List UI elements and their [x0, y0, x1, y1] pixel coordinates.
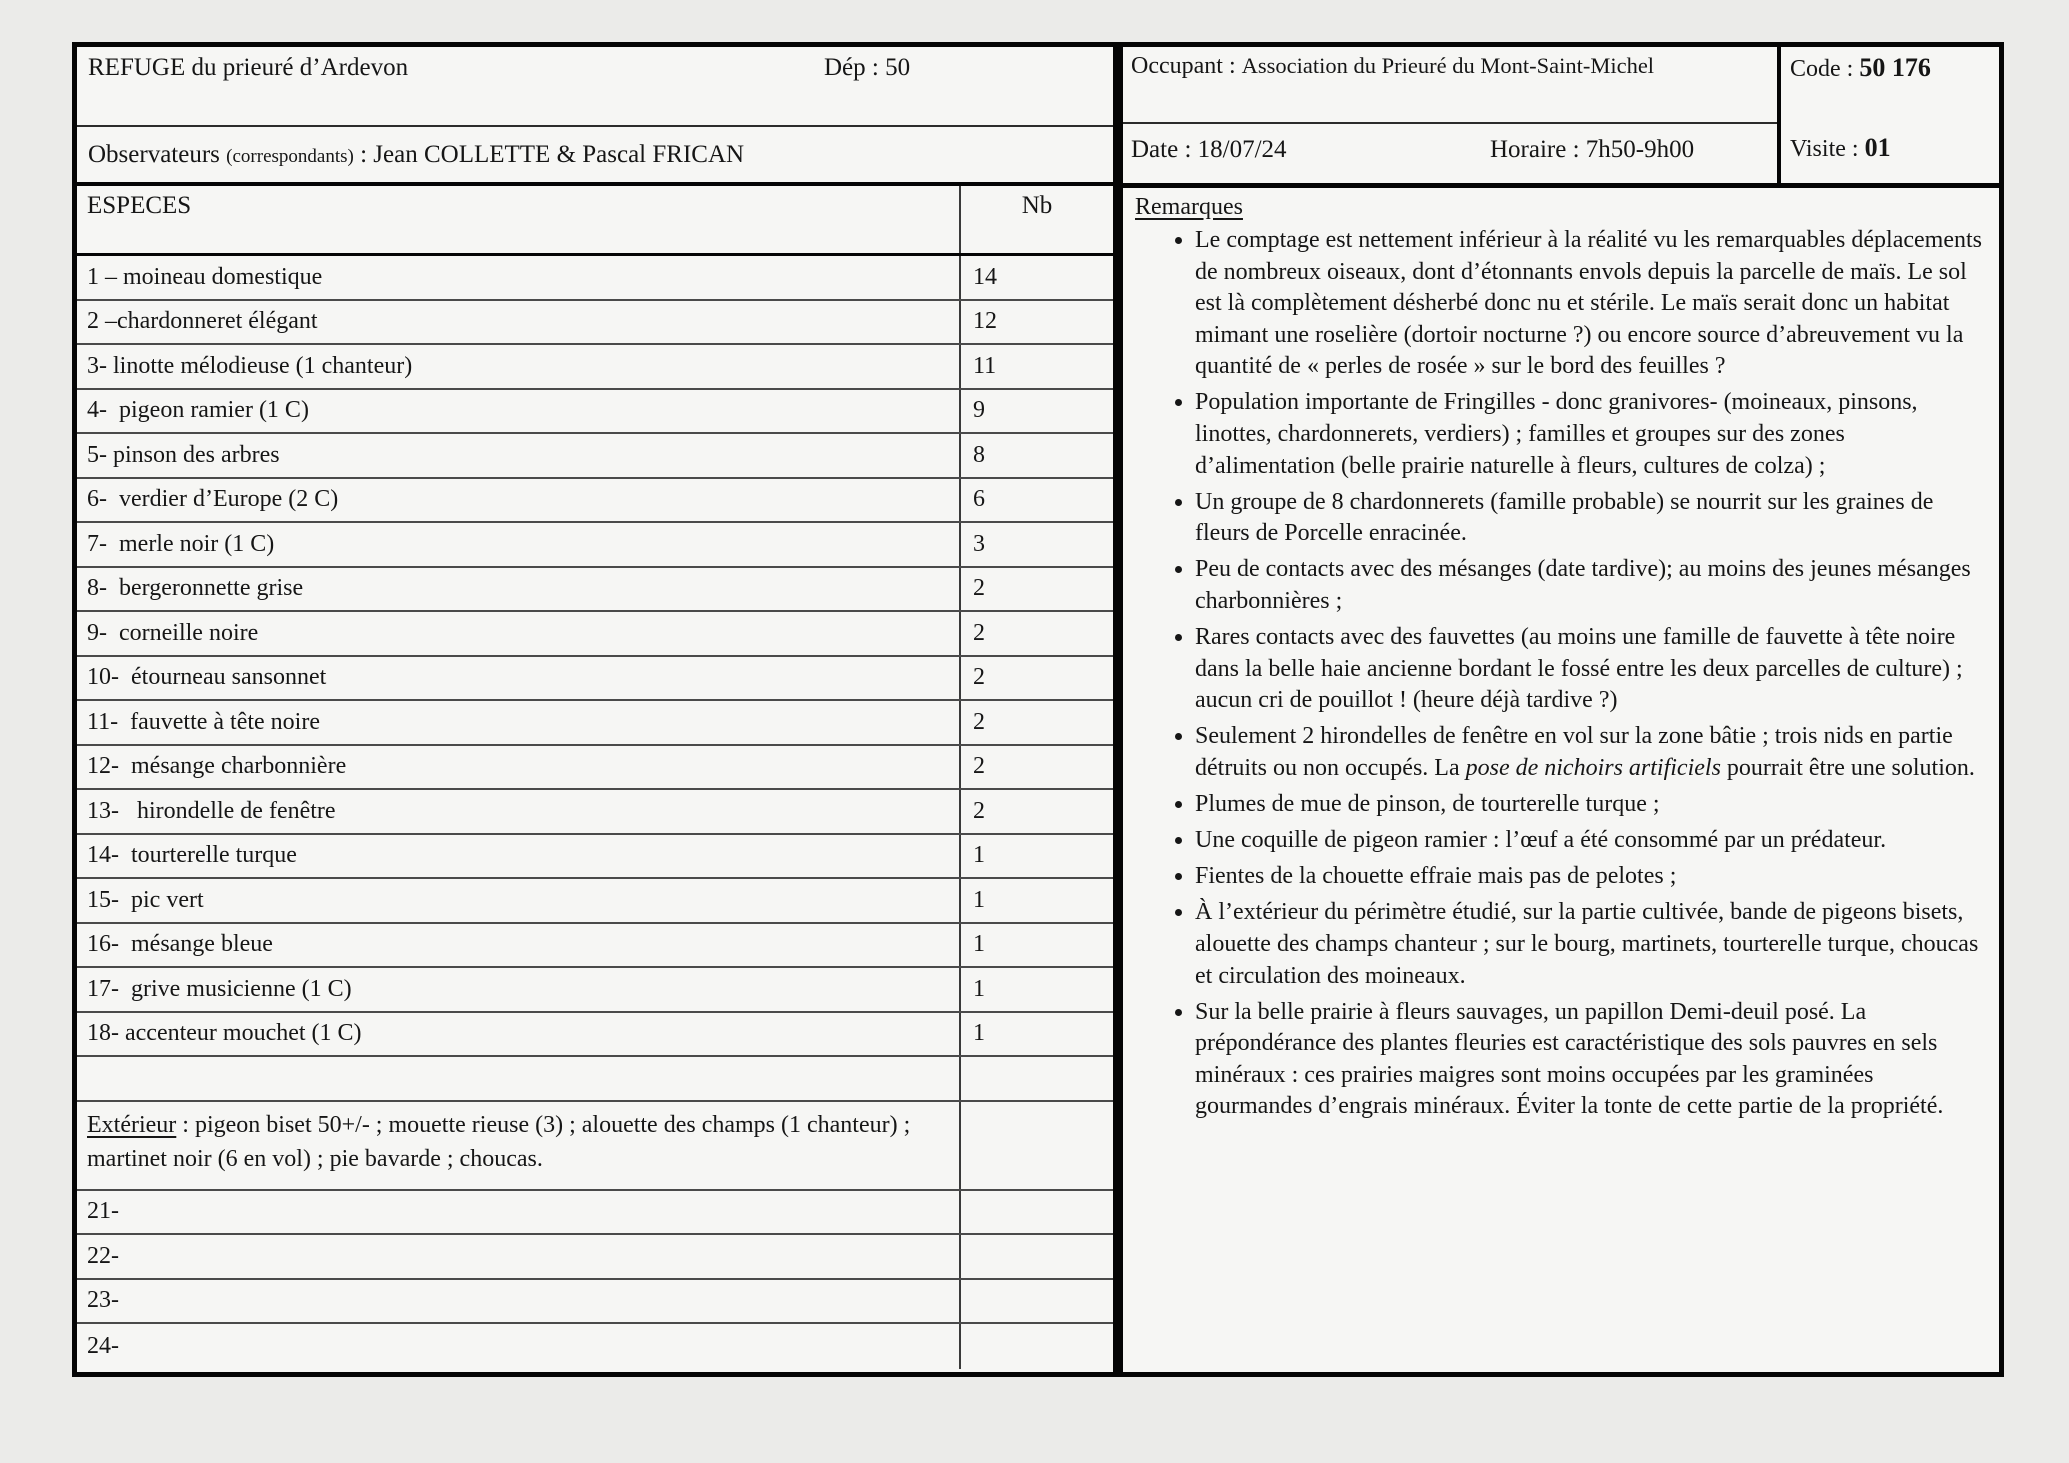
species-nb-cell: 2: [973, 753, 985, 780]
species-label-cell: 24-: [77, 1324, 961, 1369]
species-label-cell: 2 –chardonneret élégant: [77, 301, 961, 344]
species-row: [77, 434, 1113, 479]
species-table-header: [77, 186, 1113, 256]
species-label-cell: 22-: [77, 1235, 961, 1278]
species-nb-cell: 2: [973, 619, 985, 646]
species-row: [77, 746, 1113, 791]
code-field: Code : 50 176: [1790, 53, 1931, 82]
species-label-cell: 1 – moineau domestique: [77, 256, 961, 299]
visite-value: 01: [1864, 133, 1891, 162]
observers-row: [77, 127, 1113, 186]
date-row: [1123, 124, 1777, 183]
code-visite-column: [1777, 47, 1999, 183]
species-label-cell: 10- étourneau sansonnet: [77, 657, 961, 700]
species-nb-cell: 11: [973, 352, 997, 379]
remark-item: • Le comptage est nettement inférieur à la réalité vu les remarquables déplacements de nombreux oiseaux, dont d’étonnants envols depuis la parcelle de maïs. Le sol est là complètement désherbé donc nu et stérile. Le maïs serait donc un habitat mimant une roselière (dortoir nocturne ?) ou encore source d’abreuvement vu la quantité de « perles de rosée » sur le bord des feuilles ?: [1195, 225, 1983, 383]
occupant-header-zone: [1118, 42, 2004, 183]
nb-column-header: Nb: [1021, 192, 1053, 219]
species-label-cell: 11- fauvette à tête noire: [77, 701, 961, 744]
species-nb-cell: 2: [973, 575, 985, 602]
species-label-cell: 23-: [77, 1280, 961, 1323]
species-row: [77, 345, 1113, 390]
remarks-title: Remarques: [1135, 194, 1243, 220]
survey-right-panel: [1118, 42, 2004, 1377]
visite-field: Visite : 01: [1790, 133, 1891, 162]
species-nb-cell: [961, 1102, 1113, 1189]
species-row: [77, 479, 1113, 524]
species-row: [77, 835, 1113, 880]
species-nb-cell: 1: [973, 1020, 985, 1047]
species-nb-cell: 9: [973, 397, 985, 424]
remark-item: • Une coquille de pigeon ramier : l’œuf a été consommé par un prédateur.: [1195, 825, 1983, 857]
departement-field: Dép : 50: [824, 54, 911, 81]
species-column-header: ESPECES: [77, 186, 961, 253]
species-row-blank: [77, 1324, 1113, 1369]
species-nb-cell: 2: [973, 797, 985, 824]
occupant-row: [1123, 47, 1777, 124]
species-row: [77, 256, 1113, 301]
exterior-species-row: [77, 1102, 1113, 1191]
species-nb-cell: 1: [973, 886, 985, 913]
species-nb-cell: [961, 1057, 1113, 1100]
occupant-date-column: [1123, 47, 1777, 183]
species-label-cell: 4- pigeon ramier (1 C): [77, 390, 961, 433]
species-label-cell: 15- pic vert: [77, 879, 961, 922]
species-row: [77, 568, 1113, 613]
remark-item: • Fientes de la chouette effraie mais pas de pelotes ;: [1195, 861, 1983, 893]
species-row-empty: [77, 1057, 1113, 1102]
species-nb-cell: 2: [973, 708, 985, 735]
remark-item: • Rares contacts avec des fauvettes (au moins une famille de fauvette à tête noire dans la belle haie ancienne bordant le fossé entre les deux parcelles de culture) ; aucun cri de pouillot ! (heure déjà tardive ?): [1195, 622, 1983, 717]
species-label-cell: 8- bergeronnette grise: [77, 568, 961, 611]
occupant-field: Occupant : Association du Prieuré du Mont-Saint-Michel: [1131, 53, 1655, 79]
species-label-cell: 5- pinson des arbres: [77, 434, 961, 477]
species-nb-cell: 6: [973, 486, 985, 513]
species-row-blank: [77, 1280, 1113, 1325]
remark-item: • À l’extérieur du périmètre étudié, sur la partie cultivée, bande de pigeons bisets, alouette des champs chanteur ; sur le bourg, martinets, tourterelle turque, choucas et circulation des moineaux.: [1195, 897, 1983, 992]
species-label-cell: 17- grive musicienne (1 C): [77, 968, 961, 1011]
species-label-cell: 14- tourterelle turque: [77, 835, 961, 878]
species-nb-cell: 14: [973, 263, 997, 290]
species-row: [77, 657, 1113, 702]
species-nb-cell: 2: [973, 664, 985, 691]
species-row: [77, 301, 1113, 346]
remark-item: • Plumes de mue de pinson, de tourterelle turque ;: [1195, 789, 1983, 821]
species-label-cell: 6- verdier d’Europe (2 C): [77, 479, 961, 522]
remark-italic-phrase: pose de nichoirs artificiels: [1465, 755, 1721, 781]
species-row: [77, 879, 1113, 924]
refuge-header-row: [77, 47, 1113, 127]
remarks-panel: [1118, 183, 2004, 1377]
species-nb-cell: 1: [973, 842, 985, 869]
species-row: [77, 968, 1113, 1013]
species-row: [77, 523, 1113, 568]
species-nb-cell: 12: [973, 308, 997, 335]
species-nb-cell: 8: [973, 441, 985, 468]
species-row: [77, 1013, 1113, 1058]
species-nb-cell: [961, 1280, 1113, 1323]
species-label-cell: [77, 1057, 961, 1100]
species-row: [77, 390, 1113, 435]
species-nb-cell: [961, 1235, 1113, 1278]
remark-item: • Seulement 2 hirondelles de fenêtre en vol sur la zone bâtie ; trois nids en partie détruits ou non occupés. La pose de nichoirs artificiels pourrait être une solution.: [1195, 721, 1983, 784]
species-nb-cell: [961, 1324, 1113, 1369]
refuge-title: REFUGE du prieuré d’Ardevon: [88, 54, 409, 81]
remark-item: • Population importante de Fringilles - donc granivores- (moineaux, pinsons, linottes, chardonnerets, verdiers) ; familles et groupes sur des zones d’alimentation (belle prairie naturelle à fleurs, cultures de colza) ;: [1195, 387, 1983, 482]
occupant-value: Association du Prieuré du Mont-Saint-Michel: [1241, 53, 1655, 78]
species-nb-cell: 1: [973, 975, 985, 1002]
remark-item: • Sur la belle prairie à fleurs sauvages, un papillon Demi-deuil posé. La prépondérance des plantes fleuries est caractéristique des sols pauvres en sels minéraux : ces prairies maigres sont moins occupées par les graminées gourmandes d’engrais minéraux. Éviter la tonte de cette partie de la propriété.: [1195, 997, 1983, 1123]
horaire-field: Horaire : 7h50-9h00: [1490, 136, 1695, 163]
species-label-cell: 9- corneille noire: [77, 612, 961, 655]
species-label-cell: 21-: [77, 1191, 961, 1234]
observers-small-label: (correspondants): [226, 145, 354, 167]
exterior-label: Extérieur: [87, 1111, 177, 1138]
species-label-cell: 7- merle noir (1 C): [77, 523, 961, 566]
exterior-species-cell: [77, 1102, 961, 1189]
species-row: [77, 612, 1113, 657]
exterior-text: : pigeon biset 50+/- ; mouette rieuse (3) ; alouette des champs (1 chanteur) ; martinet noir (6 en vol) ; pie bavarde ; choucas.: [87, 1111, 911, 1172]
species-row: [77, 701, 1113, 746]
species-label-cell: 18- accenteur mouchet (1 C): [77, 1013, 961, 1056]
date-field: Date : 18/07/24: [1131, 136, 1287, 163]
species-nb-cell: 1: [973, 931, 985, 958]
species-row: [77, 924, 1113, 969]
remark-item: • Peu de contacts avec des mésanges (date tardive); au moins des jeunes mésanges charbonnières ;: [1195, 554, 1983, 617]
remark-item: • Un groupe de 8 chardonnerets (famille probable) se nourrit sur les graines de fleurs de Porcelle enracinée.: [1195, 487, 1983, 550]
species-row-blank: [77, 1235, 1113, 1280]
species-row-blank: [77, 1191, 1113, 1236]
species-nb-cell: [961, 1191, 1113, 1234]
species-label-cell: 16- mésange bleue: [77, 924, 961, 967]
observers-label: Observateurs (correspondants) : Jean COLLETTE & Pascal FRICAN: [88, 140, 745, 168]
species-label-cell: 12- mésange charbonnière: [77, 746, 961, 789]
species-label-cell: 3- linotte mélodieuse (1 chanteur): [77, 345, 961, 388]
code-value: 50 176: [1859, 53, 1931, 82]
remarks-list: [1133, 225, 1989, 1123]
species-label-cell: 13- hirondelle de fenêtre: [77, 790, 961, 833]
species-nb-cell: 3: [973, 530, 985, 557]
survey-left-panel: [72, 42, 1118, 1377]
species-row: [77, 790, 1113, 835]
